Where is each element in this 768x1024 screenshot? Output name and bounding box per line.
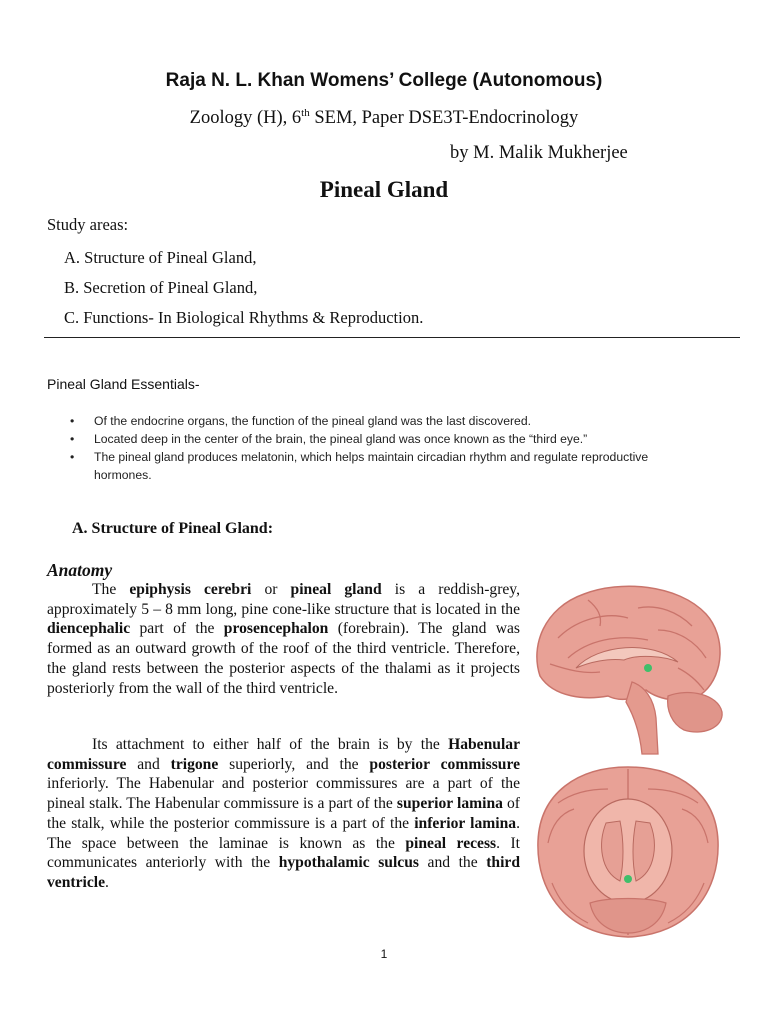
anatomy-paragraph-2 [47,735,520,893]
text-run: The [92,581,130,598]
study-area-item: B. Secretion of Pineal Gland, [64,278,258,297]
essentials-bullet-text: The pineal gland produces melatonin, which helps maintain circadian rhythm and regulate reproductive hormones. [94,450,649,482]
bullet-dot: • [70,450,75,464]
bold-term: epiphysis cerebri [129,581,252,598]
ventricle-region [584,799,672,903]
text-run: part of the [130,620,224,638]
essentials-bullet-text: Located deep in the center of the brain, the pineal gland was once known as the “third eye.” [94,432,588,446]
text-run: of the stalk, while the posterior commissure is a part of the [47,795,520,832]
text-run: superiorly, and the [218,755,370,773]
bold-term: Habenular commissure [47,736,520,773]
text-run: . [105,873,109,891]
bold-term: diencephalic [47,620,131,638]
text-run: or [251,581,291,598]
study-area-item: A. Structure of Pineal Gland, [64,248,257,267]
essentials-bullet-text: Of the endocrine organs, the function of the pineal gland was the last discovered. [94,414,531,428]
sagittal-brain-figure [528,578,728,756]
bold-term: pineal gland [290,581,382,598]
text-run: . The space between the laminae is known as the [47,814,520,852]
bold-term: prosencephalon [223,620,329,638]
text-run: inferiorly. The Habenular and posterior commissures are a part of the pineal stalk. The Habenular commissure is a part of the [47,775,520,813]
anatomy-paragraph-1 [47,580,520,698]
pineal-gland-marker [624,875,632,883]
study-areas-heading: Study areas: [47,215,129,234]
bullet-dot: • [70,432,75,446]
text-run: and [126,755,171,773]
text-run: is a reddish-grey, approximately 5 – 8 mm long, pine cone-like structure that is located in the [47,581,520,618]
course-prefix: Zoology (H), 6 [189,108,302,128]
essentials-bullet [70,448,670,484]
axial-brain-figure [528,763,728,941]
author-line: by M. Malik Mukherjee [450,143,628,163]
bold-term: pineal recess [405,834,497,852]
text-run: (forebrain). The gland was formed as an outward growth of the roof of the third ventricle. Therefore, the gland rests between the posterior aspects of the thalami as it projects posteriorly from the wall of the third ventricle. [47,620,520,697]
course-line [0,108,768,129]
page-number: 1 [380,947,388,961]
bold-term: superior lamina [396,795,503,813]
text-run: Its attachment to either half of the brain is by the [92,736,449,753]
page-title: Pineal Gland [319,177,449,202]
bold-term: third ventricle [47,854,521,891]
course-suffix: SEM, Paper DSE3T-Endocrinology [309,108,579,128]
study-areas-list [64,248,423,338]
college-name: Raja N. L. Khan Womens’ College (Autonomous) [165,70,603,91]
bold-term: inferior lamina [414,814,517,832]
bold-term: hypothalamic sulcus [278,854,419,872]
pineal-gland-marker [644,664,652,672]
essentials-bullet [70,430,670,448]
bold-term: trigone [170,755,219,773]
anatomy-subheading: Anatomy [47,560,113,580]
study-area-item: C. Functions- In Biological Rhythms & Reproduction. [64,308,424,327]
bold-term: posterior commissure [369,755,521,773]
cerebellum [668,693,723,732]
bullet-dot: • [70,414,75,428]
course-superscript: th [301,106,310,119]
essentials-heading: Pineal Gland Essentials- [47,376,200,392]
essentials-list [70,412,670,484]
text-run: and the [418,854,487,872]
essentials-bullet [70,412,670,430]
text-run: . It communicates anteriorly with the [47,834,521,872]
section-heading: A. Structure of Pineal Gland: [72,520,274,537]
horizontal-divider [44,337,740,338]
